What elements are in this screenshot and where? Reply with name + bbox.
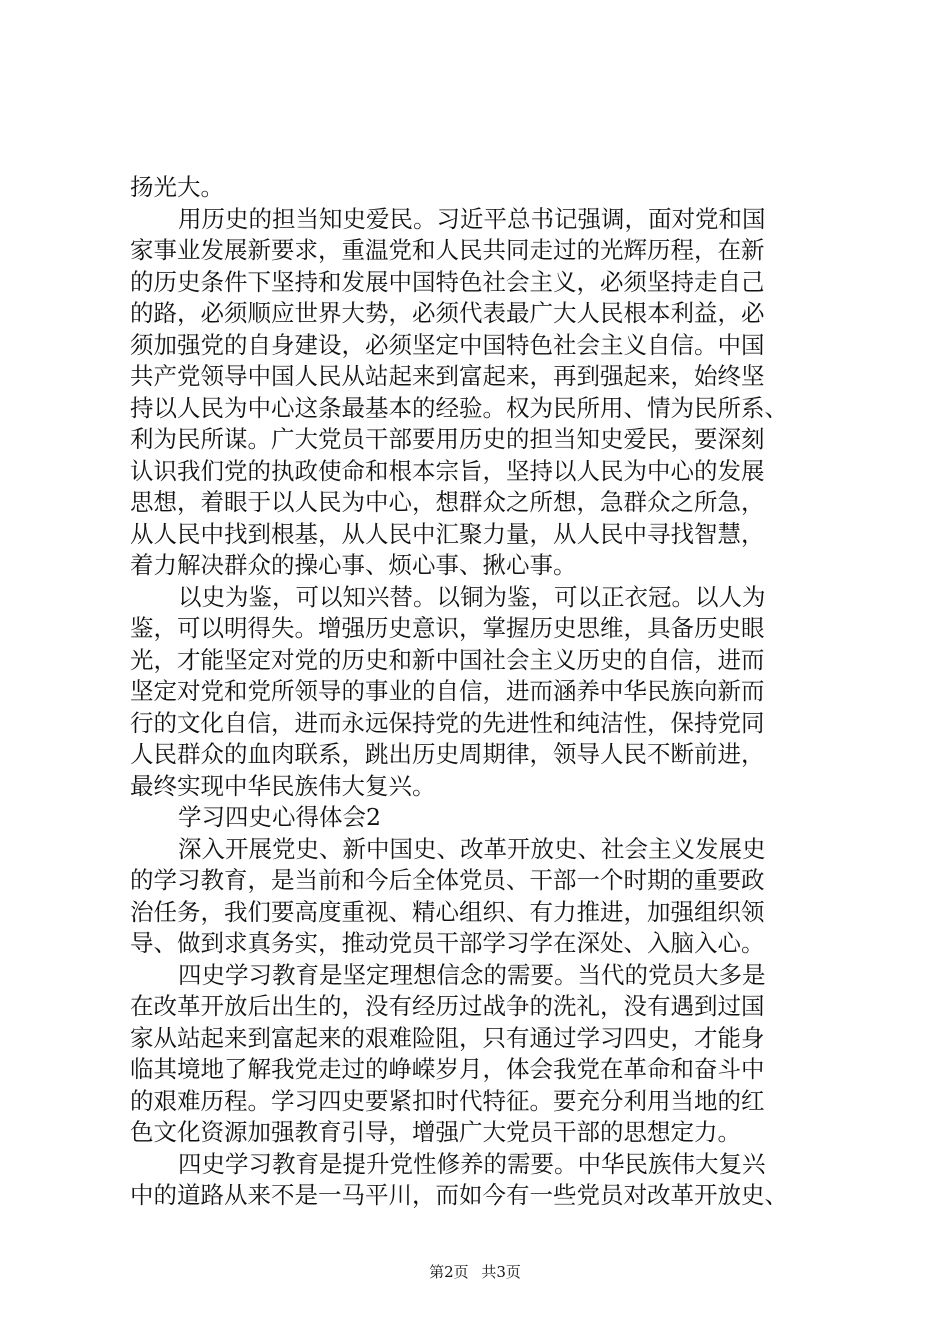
- text-line: 坚定对党和党所领导的事业的自信，进而涵养中华民族向新而: [130, 677, 765, 705]
- page-number: 第2页: [429, 1263, 469, 1281]
- text-line: 导、做到求真务实，推动党员干部学习学在深处、入脑入心。: [130, 929, 765, 957]
- text-line: 深入开展党史、新中国史、改革开放史、社会主义发展史: [178, 834, 766, 863]
- text-line: 着力解决群众的操心事、烦心事、揪心事。: [130, 551, 577, 579]
- text-line: 的艰难历程。学习四史要紧扣时代特征。要充分利用当地的红: [130, 1086, 765, 1115]
- section-heading: 学习四史心得体会2: [178, 803, 381, 831]
- text-line: 认识我们党的执政使命和根本宗旨，坚持以人民为中心的发展: [130, 456, 765, 485]
- text-line: 须加强党的自身建设，必须坚定中国特色社会主义自信。中国: [130, 330, 765, 359]
- text-line: 持以人民为中心这条最基本的经验。权为民所用、情为民所系、: [130, 393, 788, 422]
- text-line: 思想，着眼于以人民为中心，想群众之所想，急群众之所急，: [130, 488, 765, 516]
- text-line: 共产党领导中国人民从站起来到富起来，再到强起来，始终坚: [130, 362, 765, 390]
- text-line: 光，才能坚定对党的历史和新中国社会主义历史的自信，进而: [130, 645, 765, 674]
- document-body: [130, 172, 842, 1212]
- text-line: 四史学习教育是提升党性修养的需要。中华民族伟大复兴: [178, 1149, 766, 1178]
- text-line: 利为民所谋。广大党员干部要用历史的担当知史爱民，要深刻: [130, 425, 765, 453]
- text-line: 四史学习教育是坚定理想信念的需要。当代的党员大多是: [178, 960, 766, 989]
- text-line: 扬光大。: [130, 173, 224, 201]
- text-line: 的路，必须顺应世界大势，必须代表最广大人民根本利益，必: [130, 299, 765, 327]
- text-line: 用历史的担当知史爱民。习近平总书记强调，面对党和国: [178, 204, 766, 233]
- text-line: 的学习教育，是当前和今后全体党员、干部一个时期的重要政: [130, 866, 765, 894]
- text-line: 的历史条件下坚持和发展中国特色社会主义，必须坚持走自己: [130, 267, 765, 296]
- text-line: 人民群众的血肉联系，跳出历史周期律，领导人民不断前进，: [130, 740, 765, 768]
- page-total: 共3页: [481, 1263, 521, 1281]
- text-line: 最终实现中华民族伟大复兴。: [130, 771, 436, 800]
- text-line: 从人民中找到根基，从人民中汇聚力量，从人民中寻找智慧，: [130, 519, 765, 548]
- page-footer: [0, 1262, 950, 1282]
- text-line: 色文化资源加强教育引导，增强广大党员干部的思想定力。: [130, 1118, 741, 1146]
- text-line: 在改革开放后出生的，没有经历过战争的洗礼，没有遇到过国: [130, 992, 765, 1020]
- text-line: 以史为鉴，可以知兴替。以铜为鉴，可以正衣冠。以人为: [178, 582, 766, 611]
- text-line: 行的文化自信，进而永远保持党的先进性和纯洁性，保持党同: [130, 708, 765, 737]
- text-line: 鉴，可以明得失。增强历史意识，掌握历史思维，具备历史眼: [130, 614, 765, 642]
- text-line: 临其境地了解我党走过的峥嵘岁月，体会我党在革命和奋斗中: [130, 1055, 765, 1083]
- text-line: 家事业发展新要求，重温党和人民共同走过的光辉历程，在新: [130, 236, 765, 264]
- text-line: 治任务，我们要高度重视、精心组织、有力推进，加强组织领: [130, 897, 765, 926]
- text-line: 中的道路从来不是一马平川，而如今有一些党员对改革开放史、: [130, 1181, 788, 1209]
- text-line: 家从站起来到富起来的艰难险阻，只有通过学习四史，才能身: [130, 1023, 765, 1052]
